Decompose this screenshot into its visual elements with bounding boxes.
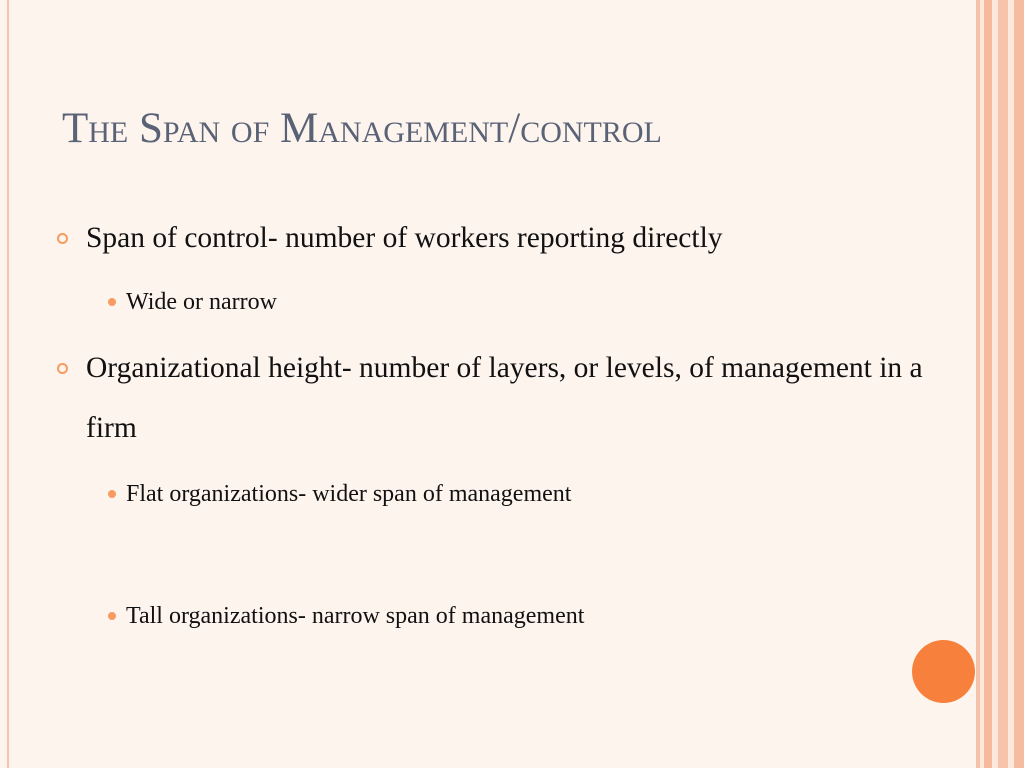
decorative-stripe <box>984 0 992 768</box>
bullet-dot-icon <box>108 612 116 620</box>
bullet-organizational-height: Organizational height- number of layers, or levels, of management in a firm <box>86 352 923 444</box>
bullet-ring-icon <box>57 363 68 374</box>
bullet-dot-icon <box>108 298 116 306</box>
bullet-ring-icon <box>57 233 68 244</box>
slide-title: The Span of Management/control <box>62 105 662 152</box>
sub-bullet-flat-organizations: Flat organizations- wider span of management <box>126 481 572 507</box>
left-frame-line <box>7 0 9 768</box>
sub-bullet-wide-or-narrow: Wide or narrow <box>126 289 277 315</box>
decorative-circle <box>912 640 975 703</box>
decorative-stripe <box>1014 0 1024 768</box>
decorative-stripe <box>998 0 1008 768</box>
bullet-span-of-control: Span of control- number of workers reporting directly <box>86 222 723 254</box>
sub-bullet-tall-organizations: Tall organizations- narrow span of management <box>126 603 585 629</box>
bullet-dot-icon <box>108 490 116 498</box>
